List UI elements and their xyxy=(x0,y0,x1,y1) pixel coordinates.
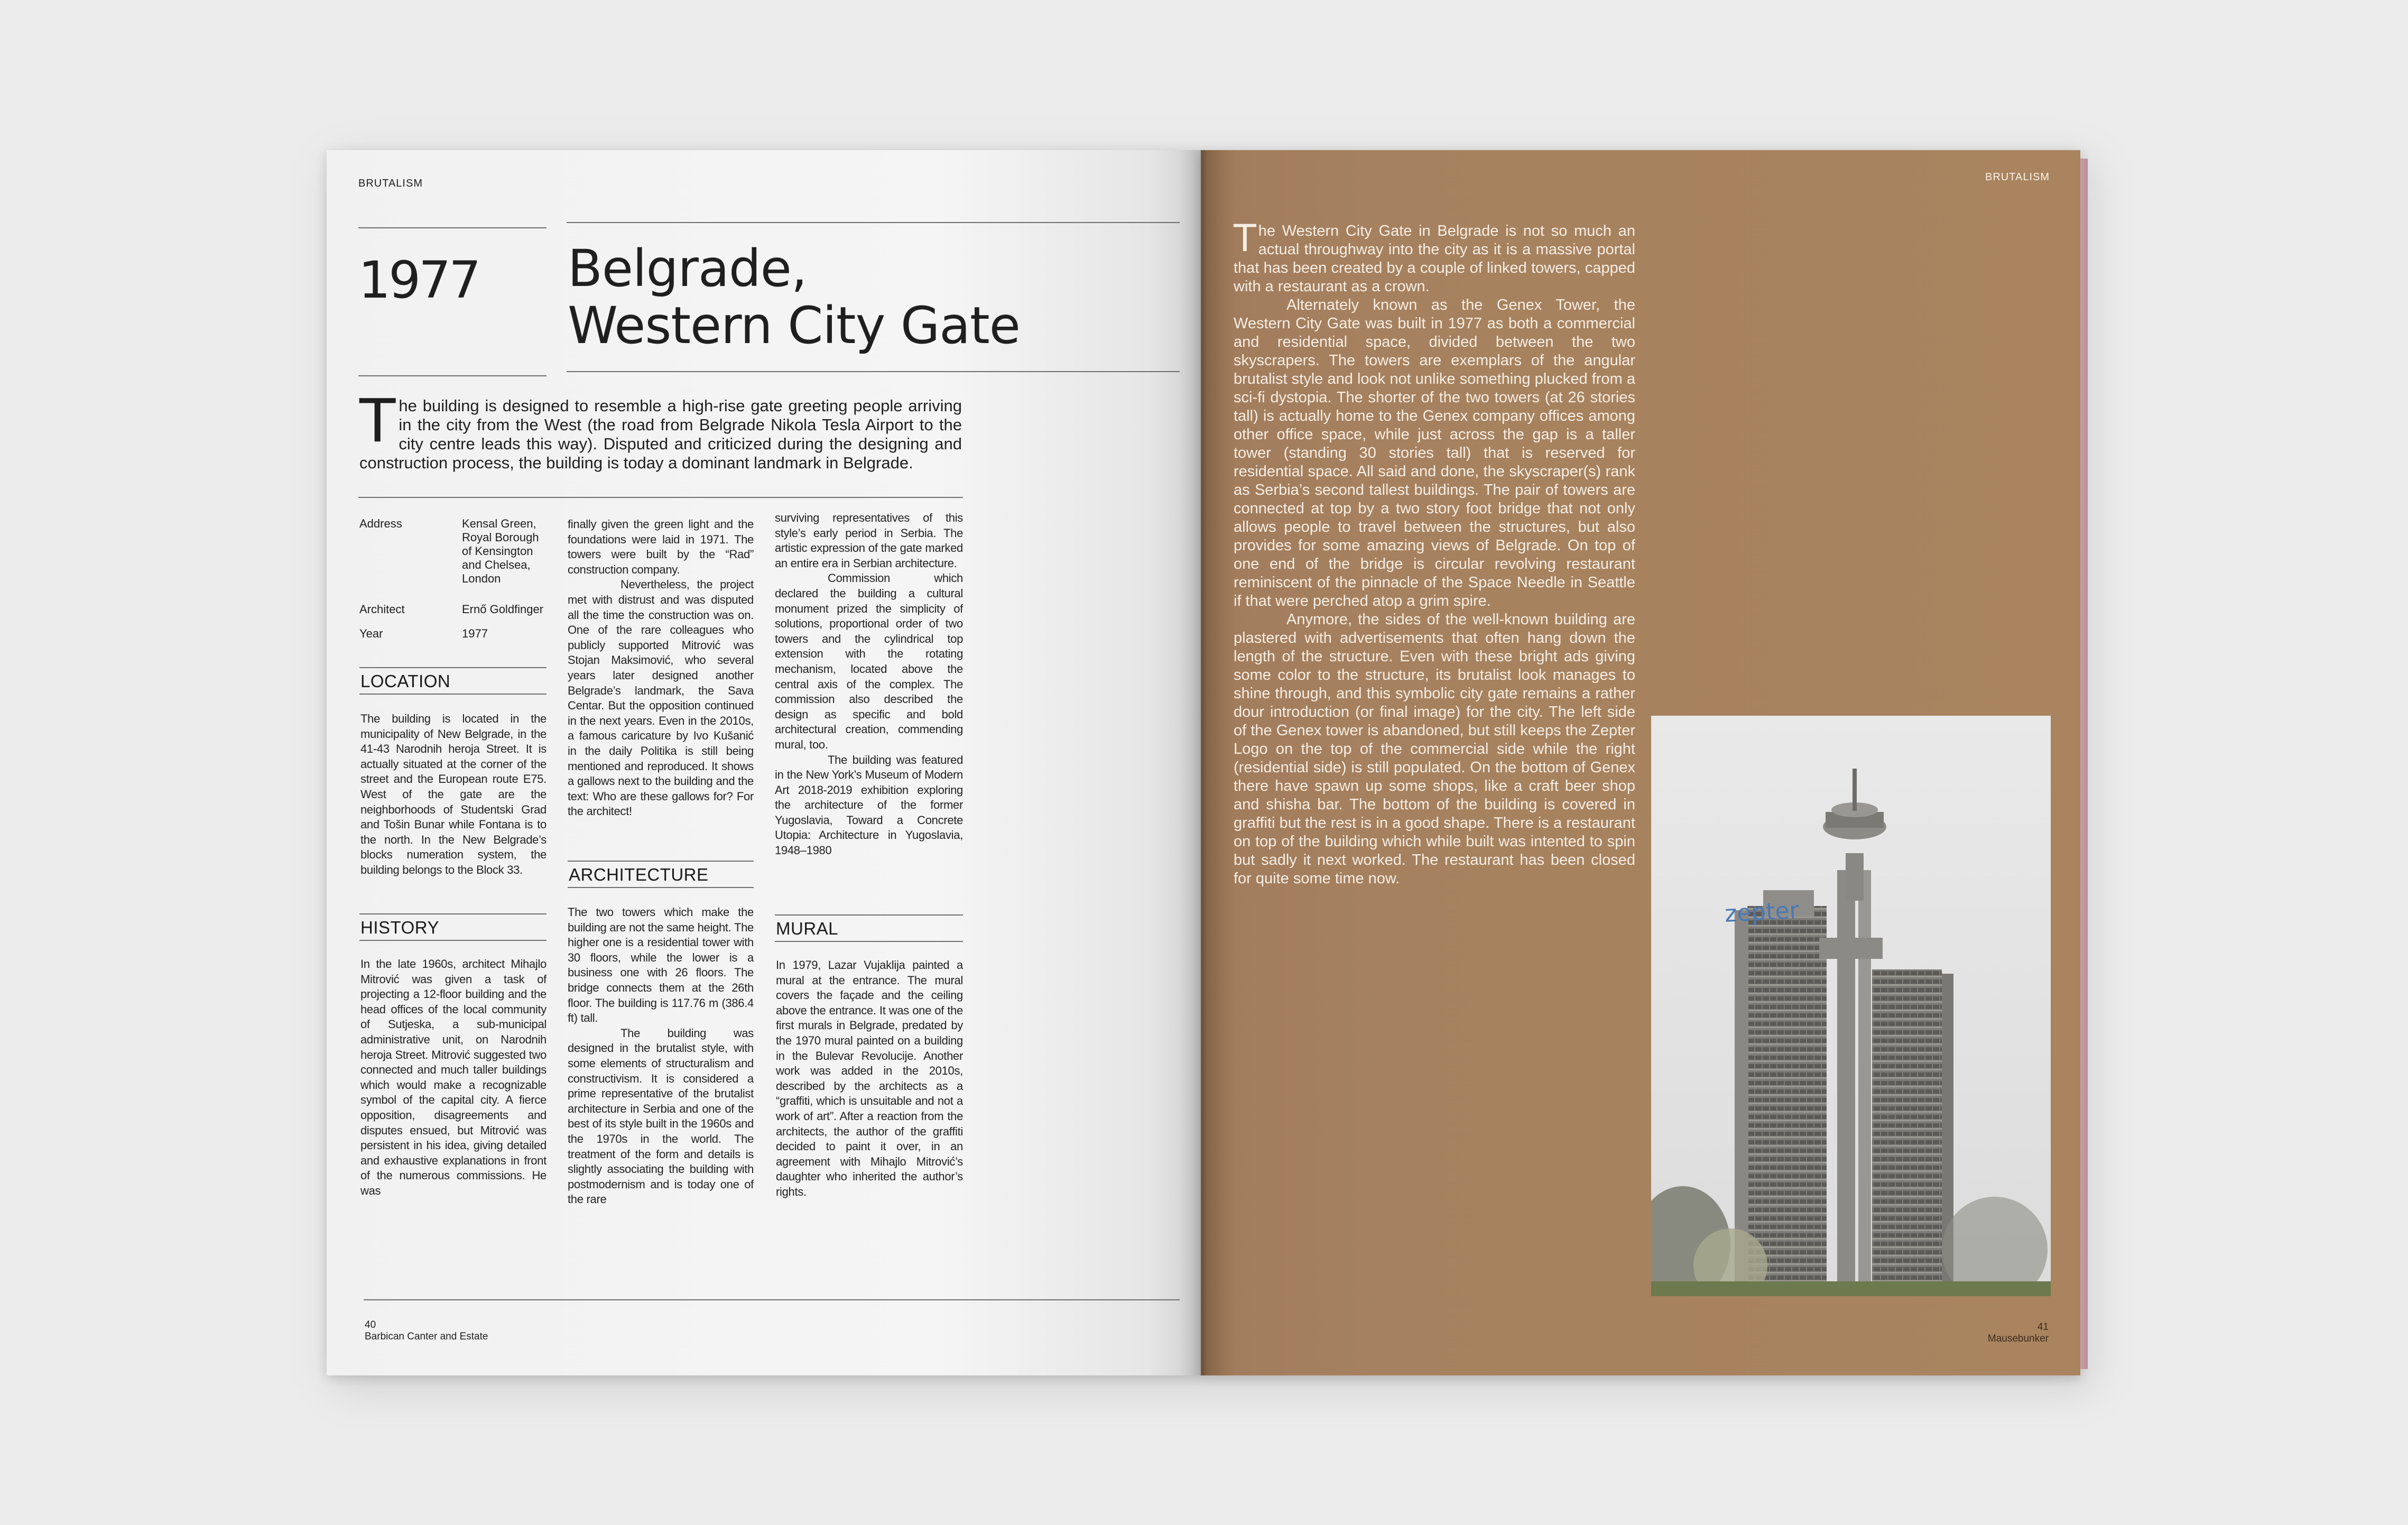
column-2-top xyxy=(568,517,754,819)
tower-photo xyxy=(1651,716,2051,1296)
history-heading: HISTORY xyxy=(360,918,439,937)
architecture-text xyxy=(568,905,754,1207)
col3-paragraph-1: surviving representatives of this style’s early period in Serbia. The artistic expression of the gate marked an entire era in Serbian architecture. xyxy=(775,511,963,570)
divider xyxy=(567,371,1180,372)
title-line-2: Western City Gate xyxy=(568,296,1020,355)
zepter-sign: zepter xyxy=(1724,896,1800,928)
genex-tower-illustration xyxy=(1651,716,2051,1296)
divider xyxy=(775,941,963,942)
left-footer xyxy=(365,1319,488,1343)
footer-title-left: Barbican Canter and Estate xyxy=(365,1331,488,1342)
divider xyxy=(358,227,547,228)
intro-paragraph xyxy=(359,387,962,473)
architecture-heading: ARCHITECTURE xyxy=(569,865,709,884)
divider xyxy=(358,497,963,498)
year-label: Year xyxy=(359,627,383,640)
title-line-1: Belgrade, xyxy=(568,239,807,298)
column-3-top xyxy=(775,511,963,858)
page-number-right: 41 xyxy=(2037,1321,2049,1333)
intro-text: he building is designed to resemble a high-rise gate greeting people arriving in the city from the West (the road from Belgrade Nikola Tesla Airport to the city centre leads this way). Disputed and criticized during the designing and construction process, the building is today a dominant landmark in Belgrade. xyxy=(359,396,962,472)
year-value: 1977 xyxy=(462,627,488,640)
architecture-paragraph-2: The building was designed in the brutalist style, with some elements of structuralism and constructivism. It is considered a prime representative of the brutalist architecture in Serbia and one of the best of its style built in the 1960s and the 1970s in the world. The treatment of the form and details is slightly associating the building with postmodernism and is today one of the rare xyxy=(568,1026,754,1206)
divider xyxy=(567,222,1180,223)
divider xyxy=(358,375,547,376)
divider xyxy=(359,940,547,941)
architecture-paragraph-1: The two towers which make the building are not the same height. The higher one is a residential tower with 30 floors, while the lower is a business one with 26 floors. The bridge connects them at the 26th floor. The building is 117.76 m (386.4 ft) tall. xyxy=(568,905,754,1025)
article-title xyxy=(568,240,1175,354)
architect-value: Ernő Goldfinger xyxy=(462,603,544,616)
page-edge xyxy=(2080,159,2088,1369)
section-label-right: BRUTALISM xyxy=(1985,171,2050,183)
col2-paragraph-2: Nevertheless, the project met with distrust and was disputed all the time the construction was on. One of the rare colleagues who publicly supported Mitrović was Stojan Maksimović, who several years later designed another Belgrade’s landmark, the Sava Centar. But the opposition continued in the next years. Even in the 2010s, a famous caricature by Ivo Kušanić in the daily Politika is still being mentioned and reproduced. It shows a gallows next to the building and the text: Who are these gallows for? For the architect! xyxy=(568,578,754,818)
right-paragraph-2: Alternately known as the Genex Tower, the Western City Gate was built in 1977 as both a commercial and residential space, divided between the two skyscrapers. The towers are exemplars of the angular brutalist style and look not unlike something plucked from a sci-fi dystopia. The shorter of the two towers (at 26 stories tall) is actually home to the Genex company offices among other office space, while just across the gap is a taller tower (standing 30 stories tall) that is reserved for residential space. All said and done, the skyscraper(s) rank as Serbia’s second tallest buildings. The pair of towers are connected at top by a two story foot bridge that not only allows people to travel between the structures, but also provides for some amazing views of Belgrade. On top of one end of the bridge is circular revolving restaurant reminiscent of the pinnacle of the Space Needle in Seattle if that were perched atop a grim spire. xyxy=(1234,297,1635,609)
col2-paragraph-1: finally given the green light and the foundations were laid in 1971. The towers were built by the “Rad” construction company. xyxy=(568,517,754,576)
section-label-left: BRUTALISM xyxy=(358,178,423,189)
history-text: In the late 1960s, architect Mihajlo Mitrović was given a task of projecting a 12-floor building and the head offices of the local community of Sutjeska, a sub-municipal administrative unit, on Narodnih heroja Street. Mitrović suggested two connected and much taller buildings which would make a recognizable symbol of the capital city. A fierce opposition, disagreements and disputes ensued, but Mitrović was persistent in his idea, giving detailed and exhaustive explanations in front of the numerous commissions. He was xyxy=(360,957,547,1197)
right-page xyxy=(1201,150,2080,1375)
mural-text: In 1979, Lazar Vujaklija painted a mural at the entrance. The mural covers the façade and the ceiling above the entrance. It was one of the first murals in Belgrade, predated by the 1970 mural painted on a building in the Bulevar Revolucije. Another work was added in the 2010s, described by the architects as a “graffiti, which is unsuitable and not a work of art”. After a reaction from the architects, the author of the graffiti decided to paint it over, in an agreement with Mihajlo Mitrović’s daughter who inherited the author’s rights. xyxy=(776,958,963,1198)
divider xyxy=(359,694,547,695)
left-page xyxy=(327,150,1201,1375)
location-heading: LOCATION xyxy=(360,671,451,691)
divider xyxy=(568,861,754,862)
page-number-left: 40 xyxy=(365,1319,376,1330)
divider xyxy=(359,667,547,668)
right-paragraph-3: Anymore, the sides of the well-known building are plastered with advertisements that often hang down the length of the structure. Even with these bright ads giving some color to the structure, its brutalist look manages to shine through, and this symbolic city gate remains a rather dour introduction (or final image) for the city. The left side of the Genex tower is abandoned, but still keeps the Zepter Logo on the top of the commercial side while the right (residential side) is still populated. On the bottom of Genex there have spawn up some shops, like a craft beer shop and shisha bar. The bottom of the building is covered in graffiti but the rest is in a good shape. There is a restaurant on top of the building which while built was intented to spin but sadly it next worked. The restaurant has been closed for quite some time now. xyxy=(1234,611,1635,887)
right-article-text xyxy=(1234,217,1635,888)
article-year: 1977 xyxy=(358,251,479,310)
footer-title-right: Mausebunker xyxy=(1987,1333,2049,1344)
architect-label: Architect xyxy=(359,603,405,616)
location-text: The building is located in the municipality of New Belgrade, in the 41-43 Narodnih heroja Street. It is actually situated at the corner of the street and the European route E75. West of the gate are the neighborhoods of Studentski Grad and Tošin Bunar while Fontana is to the north. In the New Belgrade’s blocks numeration system, the building belongs to the Block 33. xyxy=(360,712,547,876)
address-label: Address xyxy=(359,517,402,530)
divider xyxy=(359,913,547,914)
divider xyxy=(568,887,754,888)
col3-paragraph-2: Commission which declared the building a cultural monument prized the simplicity of solutions, proportional order of two towers and the cylindrical top extension with the rotating mechanism, located above the central axis of the complex. The commission also described the design as specific and bold architectural creation, commending mural, too. xyxy=(775,571,963,751)
footer-divider xyxy=(364,1299,1180,1300)
address-value: Kensal Green, Royal Borough of Kensington and Chelsea, London xyxy=(462,517,539,585)
right-dropcap: T xyxy=(1234,217,1256,260)
right-footer xyxy=(1988,1321,2049,1345)
intro-dropcap: T xyxy=(359,387,396,456)
right-paragraph-1: he Western City Gate in Belgrade is not so much an actual throughway into the city as it is a massive portal that has been created by a couple of linked towers, capped with a restaurant as a crown. xyxy=(1234,223,1635,295)
divider xyxy=(775,914,963,916)
col3-paragraph-3: The building was featured in the New York’s Museum of Modern Art 2018-2019 exhibition exploring the architecture of the former Yugoslavia, Toward a Concrete Utopia: Architecture in Yugoslavia, 1948–1980 xyxy=(775,753,963,857)
mural-heading: MURAL xyxy=(776,919,839,938)
